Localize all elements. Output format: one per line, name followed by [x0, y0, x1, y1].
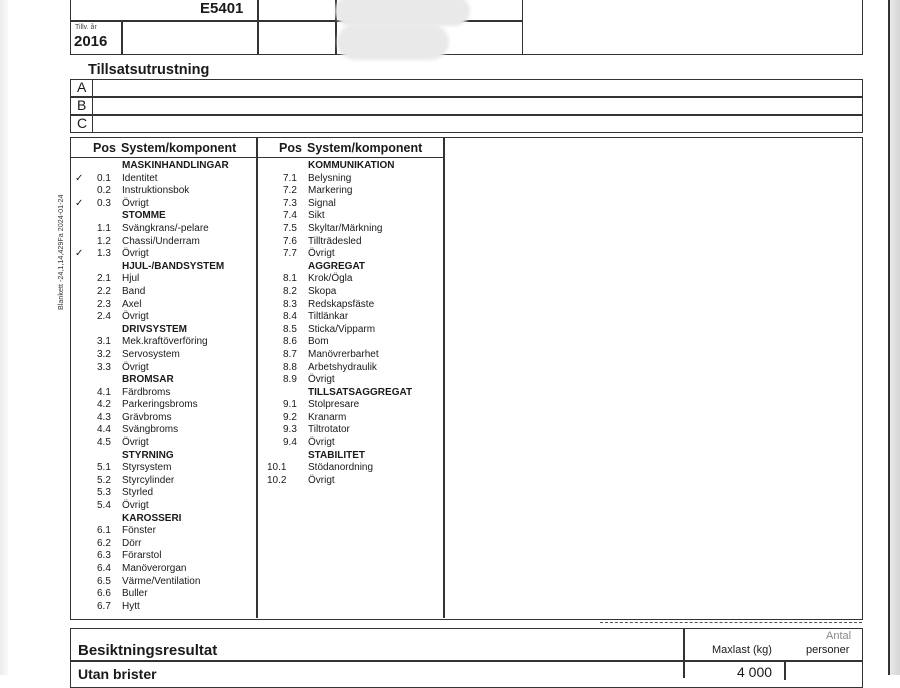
- checklist-item: [261, 273, 441, 286]
- item-name: Sticka/Vipparm: [308, 323, 376, 335]
- category-name: KAROSSERI: [122, 512, 182, 524]
- item-position: 8.5: [283, 323, 297, 335]
- item-position: 8.6: [283, 336, 297, 348]
- checklist-item: [75, 248, 255, 261]
- item-position: 2.4: [97, 311, 111, 323]
- checklist-item: [75, 173, 255, 186]
- category-name: STABILITET: [308, 449, 366, 461]
- item-position: 10.1: [267, 462, 287, 474]
- item-position: 2.3: [97, 298, 111, 310]
- item-name: Övrigt: [308, 474, 335, 486]
- item-name: Svängbroms: [122, 424, 179, 436]
- item-name: Tiltrotator: [308, 424, 350, 436]
- item-name: Kranarm: [308, 411, 347, 423]
- item-position: 3.3: [97, 361, 111, 373]
- col-header-pos: Pos: [279, 141, 302, 155]
- manufacture-year-value: 2016: [74, 33, 108, 50]
- item-name: Övrigt: [122, 197, 149, 209]
- checklist-item: [261, 475, 441, 488]
- item-position: 5.1: [97, 462, 111, 474]
- item-position: 8.1: [283, 273, 297, 285]
- additional-equipment-letter: A: [71, 80, 93, 96]
- item-position: 3.1: [97, 336, 111, 348]
- item-name: Manövrerbarhet: [308, 348, 379, 360]
- item-position: 9.3: [283, 424, 297, 436]
- checklist-column-right: [261, 160, 441, 487]
- additional-equipment-title: Tillsatsutrustning: [88, 62, 210, 78]
- inspection-result-status: Utan brister: [78, 666, 157, 682]
- checklist-item: [75, 550, 255, 563]
- checklist-item: [75, 362, 255, 375]
- category-name: KOMMUNIKATION: [308, 160, 395, 171]
- item-name: Skopa: [308, 285, 337, 297]
- item-position: 7.6: [283, 235, 297, 247]
- checklist-item: [261, 362, 441, 375]
- checklist-item: [261, 185, 441, 198]
- checklist-item: [75, 185, 255, 198]
- checklist-item: [75, 349, 255, 362]
- checklist-category: [261, 387, 441, 400]
- checklist-item: [261, 412, 441, 425]
- checklist-item: [261, 286, 441, 299]
- category-name: TILLSATSAGGREGAT: [308, 386, 413, 398]
- checklist-item: [75, 387, 255, 400]
- model-value: E5401: [200, 0, 244, 17]
- col-header-right: [257, 138, 445, 158]
- category-name: STYRNING: [122, 449, 174, 461]
- page-shadow-left: [0, 0, 8, 675]
- item-name: Mek.kraftöverföring: [122, 336, 208, 348]
- item-position: 9.1: [283, 399, 297, 411]
- checklist-item: [75, 601, 255, 614]
- item-name: Övrigt: [122, 361, 149, 373]
- item-position: 8.7: [283, 348, 297, 360]
- item-name: Krok/Ögla: [308, 273, 353, 285]
- manufacture-year-label: Tillv. år: [75, 24, 97, 31]
- additional-equipment-letter: B: [71, 98, 93, 114]
- checklist-category: [261, 261, 441, 274]
- item-position: 8.3: [283, 298, 297, 310]
- form-id-side-label: Blankett -24,1,14,429Fa 2024-01-24: [56, 194, 65, 310]
- result-col-sep: [784, 660, 786, 680]
- col-header-left: [71, 138, 257, 158]
- checklist-item: [75, 475, 255, 488]
- item-position: 7.3: [283, 197, 297, 209]
- item-name: Övrigt: [308, 374, 335, 386]
- item-position: 7.4: [283, 210, 297, 222]
- item-name: Grävbroms: [122, 411, 172, 423]
- item-name: Svängkrans/-pelare: [122, 222, 209, 234]
- item-name: Styrsystem: [122, 462, 172, 474]
- category-name: HJUL-/BANDSYSTEM: [122, 260, 225, 272]
- item-position: 6.6: [97, 588, 111, 600]
- checklist-column-left: [75, 160, 255, 613]
- item-name: Identitet: [122, 172, 158, 184]
- checklist-item: [75, 299, 255, 312]
- item-position: 0.3: [97, 197, 111, 209]
- item-name: Färdbroms: [122, 386, 171, 398]
- checklist-item: [75, 273, 255, 286]
- item-name: Värme/Ventilation: [122, 575, 201, 587]
- item-position: 2.2: [97, 285, 111, 297]
- item-name: Övrigt: [308, 437, 335, 449]
- checklist-category: [75, 324, 255, 337]
- item-name: Förarstol: [122, 550, 162, 562]
- checklist-item: [261, 424, 441, 437]
- item-position: 4.3: [97, 411, 111, 423]
- checklist-item: [75, 437, 255, 450]
- checklist-category: [75, 374, 255, 387]
- item-name: Hjul: [122, 273, 140, 285]
- header-table-right: [521, 0, 863, 55]
- checklist-item: [75, 286, 255, 299]
- item-position: 6.1: [97, 525, 111, 537]
- additional-equipment-row: [70, 97, 863, 115]
- checklist-category: [75, 450, 255, 463]
- item-position: 1.1: [97, 222, 111, 234]
- checklist-category: [261, 160, 441, 173]
- checklist-item: [261, 236, 441, 249]
- item-name: Övrigt: [122, 437, 149, 449]
- checklist-item: [75, 223, 255, 236]
- col-header-pos: Pos: [93, 141, 116, 155]
- checklist-table: [70, 137, 863, 620]
- checklist-item: [261, 198, 441, 211]
- item-position: 9.2: [283, 411, 297, 423]
- max-load-value: 4 000: [737, 664, 773, 680]
- checkmark-icon[interactable]: ✓: [75, 197, 84, 209]
- item-name: Instruktionsbok: [122, 185, 190, 197]
- item-name: Styrcylinder: [122, 474, 175, 486]
- category-name: BROMSAR: [122, 374, 174, 386]
- item-position: 3.2: [97, 348, 111, 360]
- checklist-category: [75, 261, 255, 274]
- item-position: 0.1: [97, 172, 111, 184]
- item-name: Parkeringsbroms: [122, 399, 198, 411]
- checklist-category: [75, 513, 255, 526]
- item-position: 5.2: [97, 474, 111, 486]
- item-position: 7.5: [283, 222, 297, 234]
- item-name: Övrigt: [122, 248, 149, 260]
- checklist-category: [261, 450, 441, 463]
- item-position: 6.3: [97, 550, 111, 562]
- item-position: 9.4: [283, 437, 297, 449]
- item-position: 8.8: [283, 361, 297, 373]
- checklist-item: [261, 248, 441, 261]
- item-name: Servosystem: [122, 348, 180, 360]
- redaction-mark: [337, 24, 449, 60]
- item-position: 5.4: [97, 500, 111, 512]
- checklist-item: [75, 588, 255, 601]
- item-position: 4.1: [97, 386, 111, 398]
- checklist-item: [75, 399, 255, 412]
- category-name: MASKINHANDLINGAR: [122, 160, 229, 171]
- item-position: 8.4: [283, 311, 297, 323]
- persons-label-line1: Antal: [826, 630, 852, 642]
- max-load-label: Maxlast (kg): [712, 644, 772, 656]
- persons-label-line2: personer: [806, 644, 850, 656]
- col-header-component: System/komponent: [121, 141, 237, 155]
- item-name: Stolpresare: [308, 399, 360, 411]
- page-edge-right: [888, 0, 900, 675]
- checklist-item: [261, 223, 441, 236]
- item-position: 0.2: [97, 185, 111, 197]
- header-col-sep: [257, 0, 259, 55]
- checklist-item: [261, 374, 441, 387]
- additional-equipment-letter: C: [71, 116, 93, 132]
- item-name: Styrled: [122, 487, 154, 499]
- item-name: Stödanordning: [308, 462, 374, 474]
- item-name: Dörr: [122, 537, 142, 549]
- item-name: Markering: [308, 185, 353, 197]
- item-name: Chassi/Underram: [122, 235, 200, 247]
- item-position: 4.4: [97, 424, 111, 436]
- checklist-item: [75, 412, 255, 425]
- item-name: Tiltlänkar: [308, 311, 349, 323]
- item-name: Sikt: [308, 210, 325, 222]
- category-name: DRIVSYSTEM: [122, 323, 188, 335]
- checklist-item: [261, 336, 441, 349]
- col-separator: [443, 138, 445, 618]
- redaction-mark: [335, 0, 470, 26]
- checklist-item: [75, 525, 255, 538]
- checklist-item: [261, 349, 441, 362]
- checklist-item: [75, 424, 255, 437]
- item-name: Tillträdesled: [308, 235, 362, 247]
- checklist-item: [75, 336, 255, 349]
- item-position: 10.2: [267, 474, 287, 486]
- item-name: Axel: [122, 298, 142, 310]
- item-name: Band: [122, 285, 146, 297]
- checklist-item: [75, 576, 255, 589]
- checklist-item: [261, 324, 441, 337]
- item-position: 4.5: [97, 437, 111, 449]
- item-name: Bom: [308, 336, 329, 348]
- dashed-divider: [600, 622, 862, 623]
- item-name: Skyltar/Märkning: [308, 222, 383, 234]
- item-position: 7.1: [283, 172, 297, 184]
- inspection-result-title: Besiktningsresultat: [78, 642, 218, 659]
- item-name: Övrigt: [122, 311, 149, 323]
- additional-equipment-row: [70, 79, 863, 97]
- checklist-item: [75, 487, 255, 500]
- col-header-component: System/komponent: [307, 141, 423, 155]
- item-name: Hytt: [122, 600, 140, 612]
- item-position: 8.9: [283, 374, 297, 386]
- item-position: 1.3: [97, 248, 111, 260]
- header-col-sep: [121, 20, 123, 55]
- item-name: Manöverorgan: [122, 563, 187, 574]
- item-name: Övrigt: [122, 500, 149, 512]
- result-col-sep: [683, 628, 685, 678]
- item-position: 7.2: [283, 185, 297, 197]
- checklist-item: [75, 311, 255, 324]
- additional-equipment-row: [70, 115, 863, 133]
- item-position: 6.4: [97, 563, 111, 574]
- checklist-item: [75, 236, 255, 249]
- checklist-item: [261, 299, 441, 312]
- item-position: 1.2: [97, 235, 111, 247]
- checklist-item: [261, 462, 441, 475]
- category-name: AGGREGAT: [308, 260, 366, 272]
- item-position: 6.2: [97, 537, 111, 549]
- item-position: 2.1: [97, 273, 111, 285]
- item-position: 5.3: [97, 487, 111, 499]
- checkmark-icon[interactable]: ✓: [75, 248, 84, 260]
- checklist-item: [75, 538, 255, 551]
- item-position: 4.2: [97, 399, 111, 411]
- item-name: Arbetshydraulik: [308, 361, 377, 373]
- checklist-item: [261, 437, 441, 450]
- item-name: Signal: [308, 197, 336, 209]
- item-name: Buller: [122, 588, 148, 600]
- checkmark-icon[interactable]: ✓: [75, 172, 84, 184]
- checklist-item: [261, 399, 441, 412]
- item-name: Belysning: [308, 172, 352, 184]
- checklist-item: [261, 173, 441, 186]
- item-position: 8.2: [283, 285, 297, 297]
- checklist-category: [75, 210, 255, 223]
- checklist-item: [261, 311, 441, 324]
- item-position: 6.7: [97, 600, 111, 612]
- item-position: 7.7: [283, 248, 297, 260]
- checklist-item: [75, 462, 255, 475]
- item-position: 6.5: [97, 575, 111, 587]
- checklist-category: [75, 160, 255, 173]
- result-divider: [70, 660, 863, 662]
- item-name: Övrigt: [308, 248, 335, 260]
- item-name: Fönster: [122, 525, 156, 537]
- checklist-item: [75, 198, 255, 211]
- category-name: STOMME: [122, 210, 166, 222]
- col-separator: [256, 138, 258, 618]
- checklist-item: [261, 210, 441, 223]
- checklist-item: [75, 500, 255, 513]
- checklist-item: [75, 563, 255, 576]
- item-name: Redskapsfäste: [308, 298, 375, 310]
